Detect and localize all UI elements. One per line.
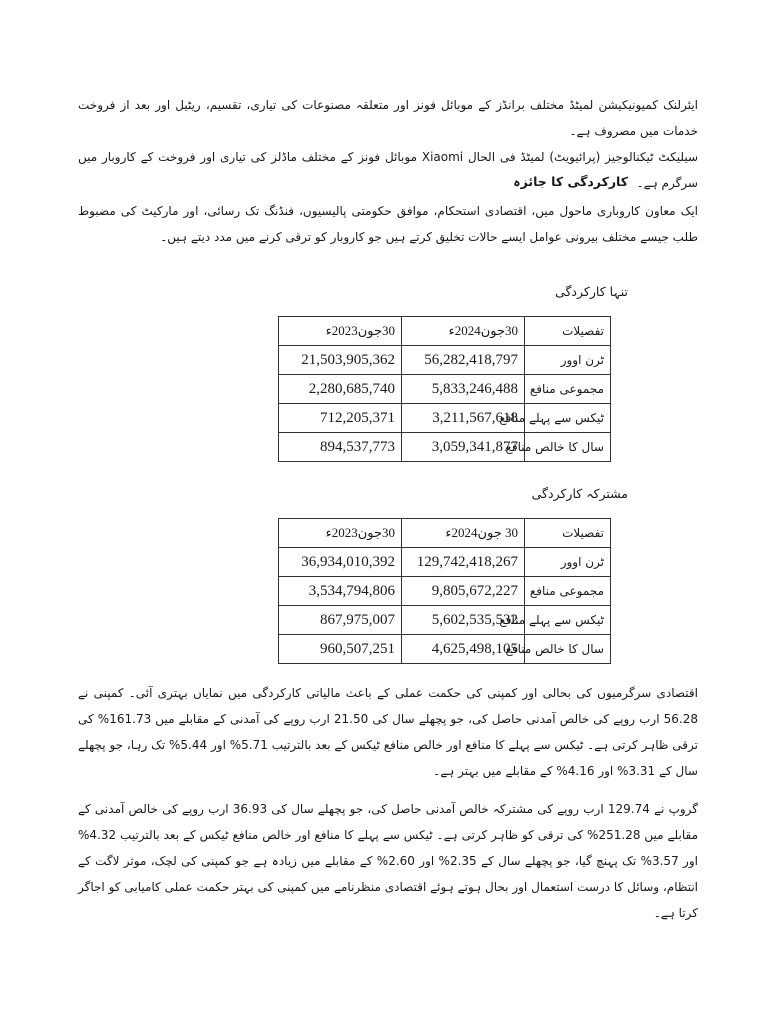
row-label: ٹرن اوور — [525, 346, 611, 375]
table-row — [279, 548, 611, 577]
value-2024: 9,805,672,227 — [402, 577, 525, 606]
header-2024: 30جون2024ء — [402, 317, 525, 346]
review-heading: کارکردگی کا جائزہ — [513, 174, 628, 189]
value-2023: 21,503,905,362 — [279, 346, 402, 375]
table-row — [279, 404, 611, 433]
analysis-paragraph-consolidated: گروپ نے 129.74 ارب روپے کی مشترکہ خالص آمدنی حاصل کی، جو پچھلے سال کی 36.93 ارب روپے کی خالص آمدنی کے مقابلے میں 251.28% کی ترقی کو ظاہر کرتی ہے۔ ٹیکس سے پہلے کا منافع اور خالص منافع ٹیکس کے بعد بالترتیب 4.32% اور 3.57% تک پہنچ گیا، جو پچھلے سال کے 2.35% اور 2.60% کے مقابلے میں زیادہ ہے جو کمپنی کی لچک، موثر لاگت کے انتظام، وسائل کا درست استعمال اور بحال ہوتے ہوئے اقتصادی منظرنامے میں کمپنی کی بہتر حکمت عملی کامیابی کو اجاگر کرتا ہے۔ — [78, 802, 698, 920]
table-row — [279, 606, 611, 635]
value-2024: 5,833,246,488 — [402, 375, 525, 404]
table-row — [279, 577, 611, 606]
row-label: ٹیکس سے پہلے منافع — [525, 404, 611, 433]
row-label: سال کا خالص منافع — [525, 433, 611, 462]
table-row — [279, 635, 611, 664]
value-2023: 894,537,773 — [279, 433, 402, 462]
standalone-heading: تنہا کارکردگی — [555, 284, 628, 299]
header-2023: 30جون2023ء — [279, 317, 402, 346]
value-2023: 36,934,010,392 — [279, 548, 402, 577]
analysis-paragraph-standalone: اقتصادی سرگرمیوں کی بحالی اور کمپنی کی حکمت عملی کے باعث مالیاتی کارکردگی میں نمایاں بہتری آئی۔ کمپنی نے 56.28 ارب روپے کی خالص آمدنی حاصل کی، جو پچھلے سال کی 21.50 ارب روپے کی آمدنی کے مقابلے میں 161.73% کی ترقی ظاہر کرتی ہے۔ ٹیکس سے پہلے کا منافع اور خالص منافع ٹیکس کے بعد بالترتیب 5.71% اور 5.44% تک رہا، جو پچھلے سال کے 3.31% اور 4.16% کے مقابلے میں بہتر ہے۔ — [78, 686, 699, 778]
value-2023: 2,280,685,740 — [279, 375, 402, 404]
row-label: مجموعی منافع — [525, 577, 611, 606]
header-label: تفصیلات — [525, 519, 611, 548]
value-2024: 3,059,341,877 — [402, 433, 525, 462]
value-2024: 129,742,418,267 — [402, 548, 525, 577]
row-label: سال کا خالص منافع — [525, 635, 611, 664]
table-row — [279, 346, 611, 375]
table-row — [279, 433, 611, 462]
row-label: مجموعی منافع — [525, 375, 611, 404]
value-2024: 4,625,498,105 — [402, 635, 525, 664]
value-2023: 867,975,007 — [279, 606, 402, 635]
header-2023: 30جون2023ء — [279, 519, 402, 548]
consolidated-table — [278, 518, 611, 664]
table-header-row — [279, 519, 611, 548]
consolidated-heading: مشترکہ کارکردگی — [531, 486, 628, 501]
intro-line-2: سیلیکٹ ٹیکنالوجیز (پرائیویٹ) لمیٹڈ فی الحال Xiaomi موبائل فونز کے مختلف ماڈلز کی تیاری اور فروخت کے کاروبار میں سرگرم ہے۔ — [78, 150, 698, 190]
table-header-row — [279, 317, 611, 346]
value-2023: 3,534,794,806 — [279, 577, 402, 606]
header-label: تفصیلات — [525, 317, 611, 346]
standalone-table — [278, 316, 611, 462]
header-2024: 30 جون2024ء — [402, 519, 525, 548]
value-2024: 3,211,567,618 — [402, 404, 525, 433]
intro-line-1: ایئرلنک کمیونیکیشن لمیٹڈ مختلف برانڈز کے موبائل فونز اور متعلقہ مصنوعات کی تیاری، تقسیم، ریٹیل اور بعد از فروخت خدمات میں مصروف ہے۔ — [78, 98, 698, 138]
table-row — [279, 375, 611, 404]
review-paragraph: ایک معاون کاروباری ماحول میں، اقتصادی استحکام، موافق حکومتی پالیسیوں، فنڈنگ تک رسائی، اور مارکیٹ کی مضبوط طلب جیسے مختلف بیرونی عوامل ایسے حالات تخلیق کرتے ہیں جو کاروبار کو ترقی کرنے میں مدد دیتے ہیں۔ — [78, 204, 698, 244]
value-2023: 712,205,371 — [279, 404, 402, 433]
row-label: ٹیکس سے پہلے منافع — [525, 606, 611, 635]
row-label: ٹرن اوور — [525, 548, 611, 577]
value-2024: 56,282,418,797 — [402, 346, 525, 375]
value-2023: 960,507,251 — [279, 635, 402, 664]
value-2024: 5,602,535,532 — [402, 606, 525, 635]
